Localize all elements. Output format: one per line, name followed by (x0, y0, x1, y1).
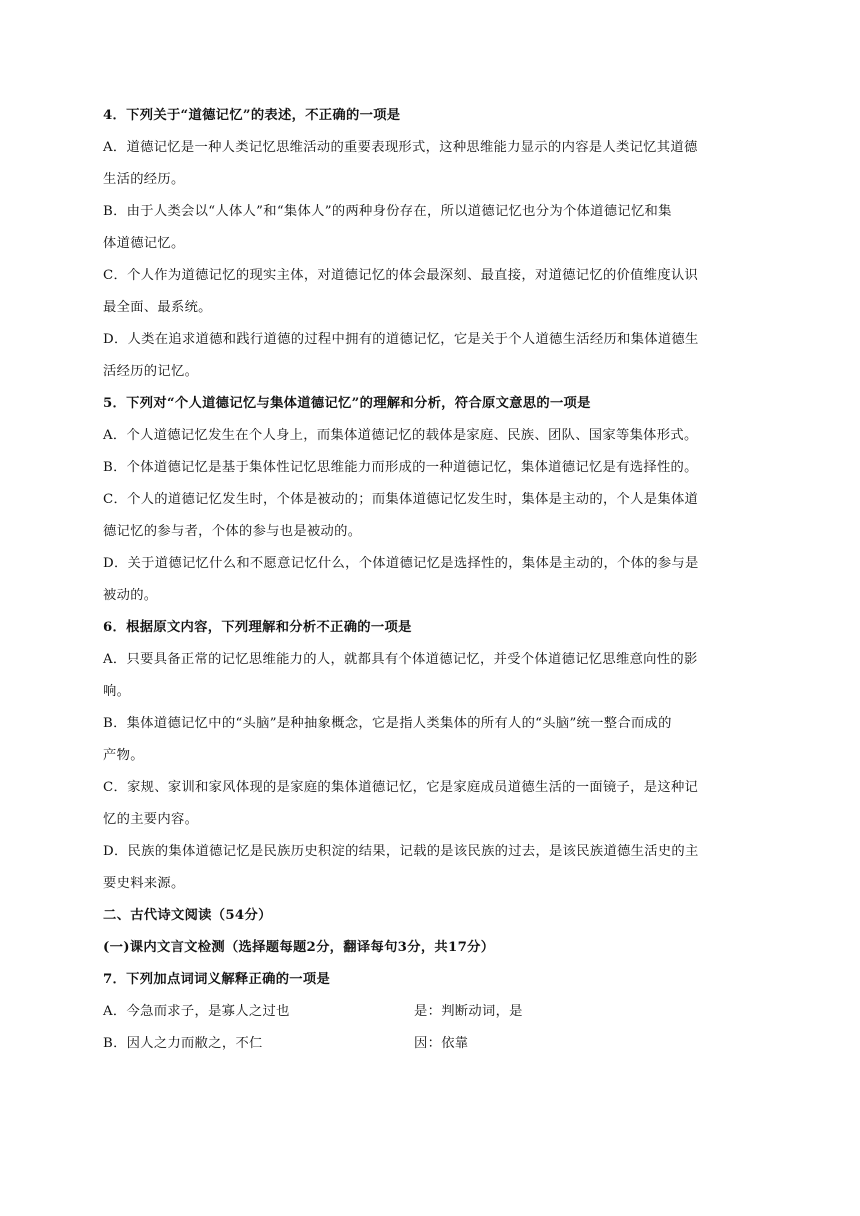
question-text-block (103, 106, 758, 1002)
text-line: B．集体道德记忆中的“头脑”是种抽象概念，它是指人类集体的所有人的“头脑”统一整合而成的 (103, 716, 672, 731)
text-line: 被动的。 (103, 588, 158, 603)
option-gloss: 因：依靠 (414, 1036, 469, 1051)
option-row (103, 1002, 758, 1022)
text-line: 体道德记忆。 (103, 236, 185, 251)
option-gloss: 是：判断动词，是 (414, 1004, 523, 1019)
option-sentence: A．今急而求子，是寡人之过也 (103, 1004, 290, 1019)
text-line: 最全面、最系统。 (103, 300, 212, 315)
option-row (103, 1034, 758, 1054)
text-line: A．个人道德记忆发生在个人身上，而集体道德记忆的载体是家庭、民族、团队、国家等集体形式。 (103, 428, 698, 443)
question-heading: 7．下列加点词词义解释正确的一项是 (103, 972, 331, 987)
option-table (103, 1002, 758, 1054)
text-line: A．只要具备正常的记忆思维能力的人，就都具有个体道德记忆，并受个体道德记忆思维意向性的影 (103, 652, 698, 667)
text-line: A．道德记忆是一种人类记忆思维活动的重要表现形式，这种思维能力显示的内容是人类记忆其道德 (103, 140, 698, 155)
text-line: D．人类在追求道德和践行道德的过程中拥有的道德记忆，它是关于个人道德生活经历和集体道德生 (103, 332, 699, 347)
text-line: 产物。 (103, 748, 144, 763)
text-line: 要史料来源。 (103, 876, 185, 891)
question-heading: 6．根据原文内容，下列理解和分析不正确的一项是 (103, 620, 412, 635)
text-line: 德记忆的参与者，个体的参与也是被动的。 (103, 524, 362, 539)
question-heading: 二、古代诗文阅读（54分） (103, 908, 272, 923)
text-line: 响。 (103, 684, 131, 699)
text-line: C．个人作为道德记忆的现实主体，对道德记忆的体会最深刻、最直接，对道德记忆的价值维度认识 (103, 268, 699, 283)
option-sentence: B．因人之力而敝之，不仁 (103, 1036, 263, 1051)
question-heading: (一)课内文言文检测（选择题每题2分，翻译每句3分，共17分） (103, 940, 495, 955)
text-line: B．个体道德记忆是基于集体性记忆思维能力而形成的一种道德记忆，集体道德记忆是有选择性的。 (103, 460, 698, 475)
text-line: D．民族的集体道德记忆是民族历史积淀的结果，记载的是该民族的过去，是该民族道德生活史的主 (103, 844, 699, 859)
text-line: B．由于人类会以“人体人”和“集体人”的两种身份存在，所以道德记忆也分为个体道德记忆和集 (103, 204, 672, 219)
text-line: 忆的主要内容。 (103, 812, 199, 827)
text-line: D．关于道德记忆什么和不愿意记忆什么，个体道德记忆是选择性的，集体是主动的，个体的参与是 (103, 556, 699, 571)
text-line: 活经历的记忆。 (103, 364, 199, 379)
question-heading: 4．下列关于“道德记忆”的表述，不正确的一项是 (103, 108, 401, 123)
text-line: C．家规、家训和家风体现的是家庭的集体道德记忆，它是家庭成员道德生活的一面镜子，是这种记 (103, 780, 699, 795)
text-line: 生活的经历。 (103, 172, 185, 187)
question-heading: 5．下列对“个人道德记忆与集体道德记忆”的理解和分析，符合原文意思的一项是 (103, 396, 591, 411)
text-line: C．个人的道德记忆发生时，个体是被动的；而集体道德记忆发生时，集体是主动的，个人是集体道 (103, 492, 699, 507)
document-page (103, 106, 758, 1054)
